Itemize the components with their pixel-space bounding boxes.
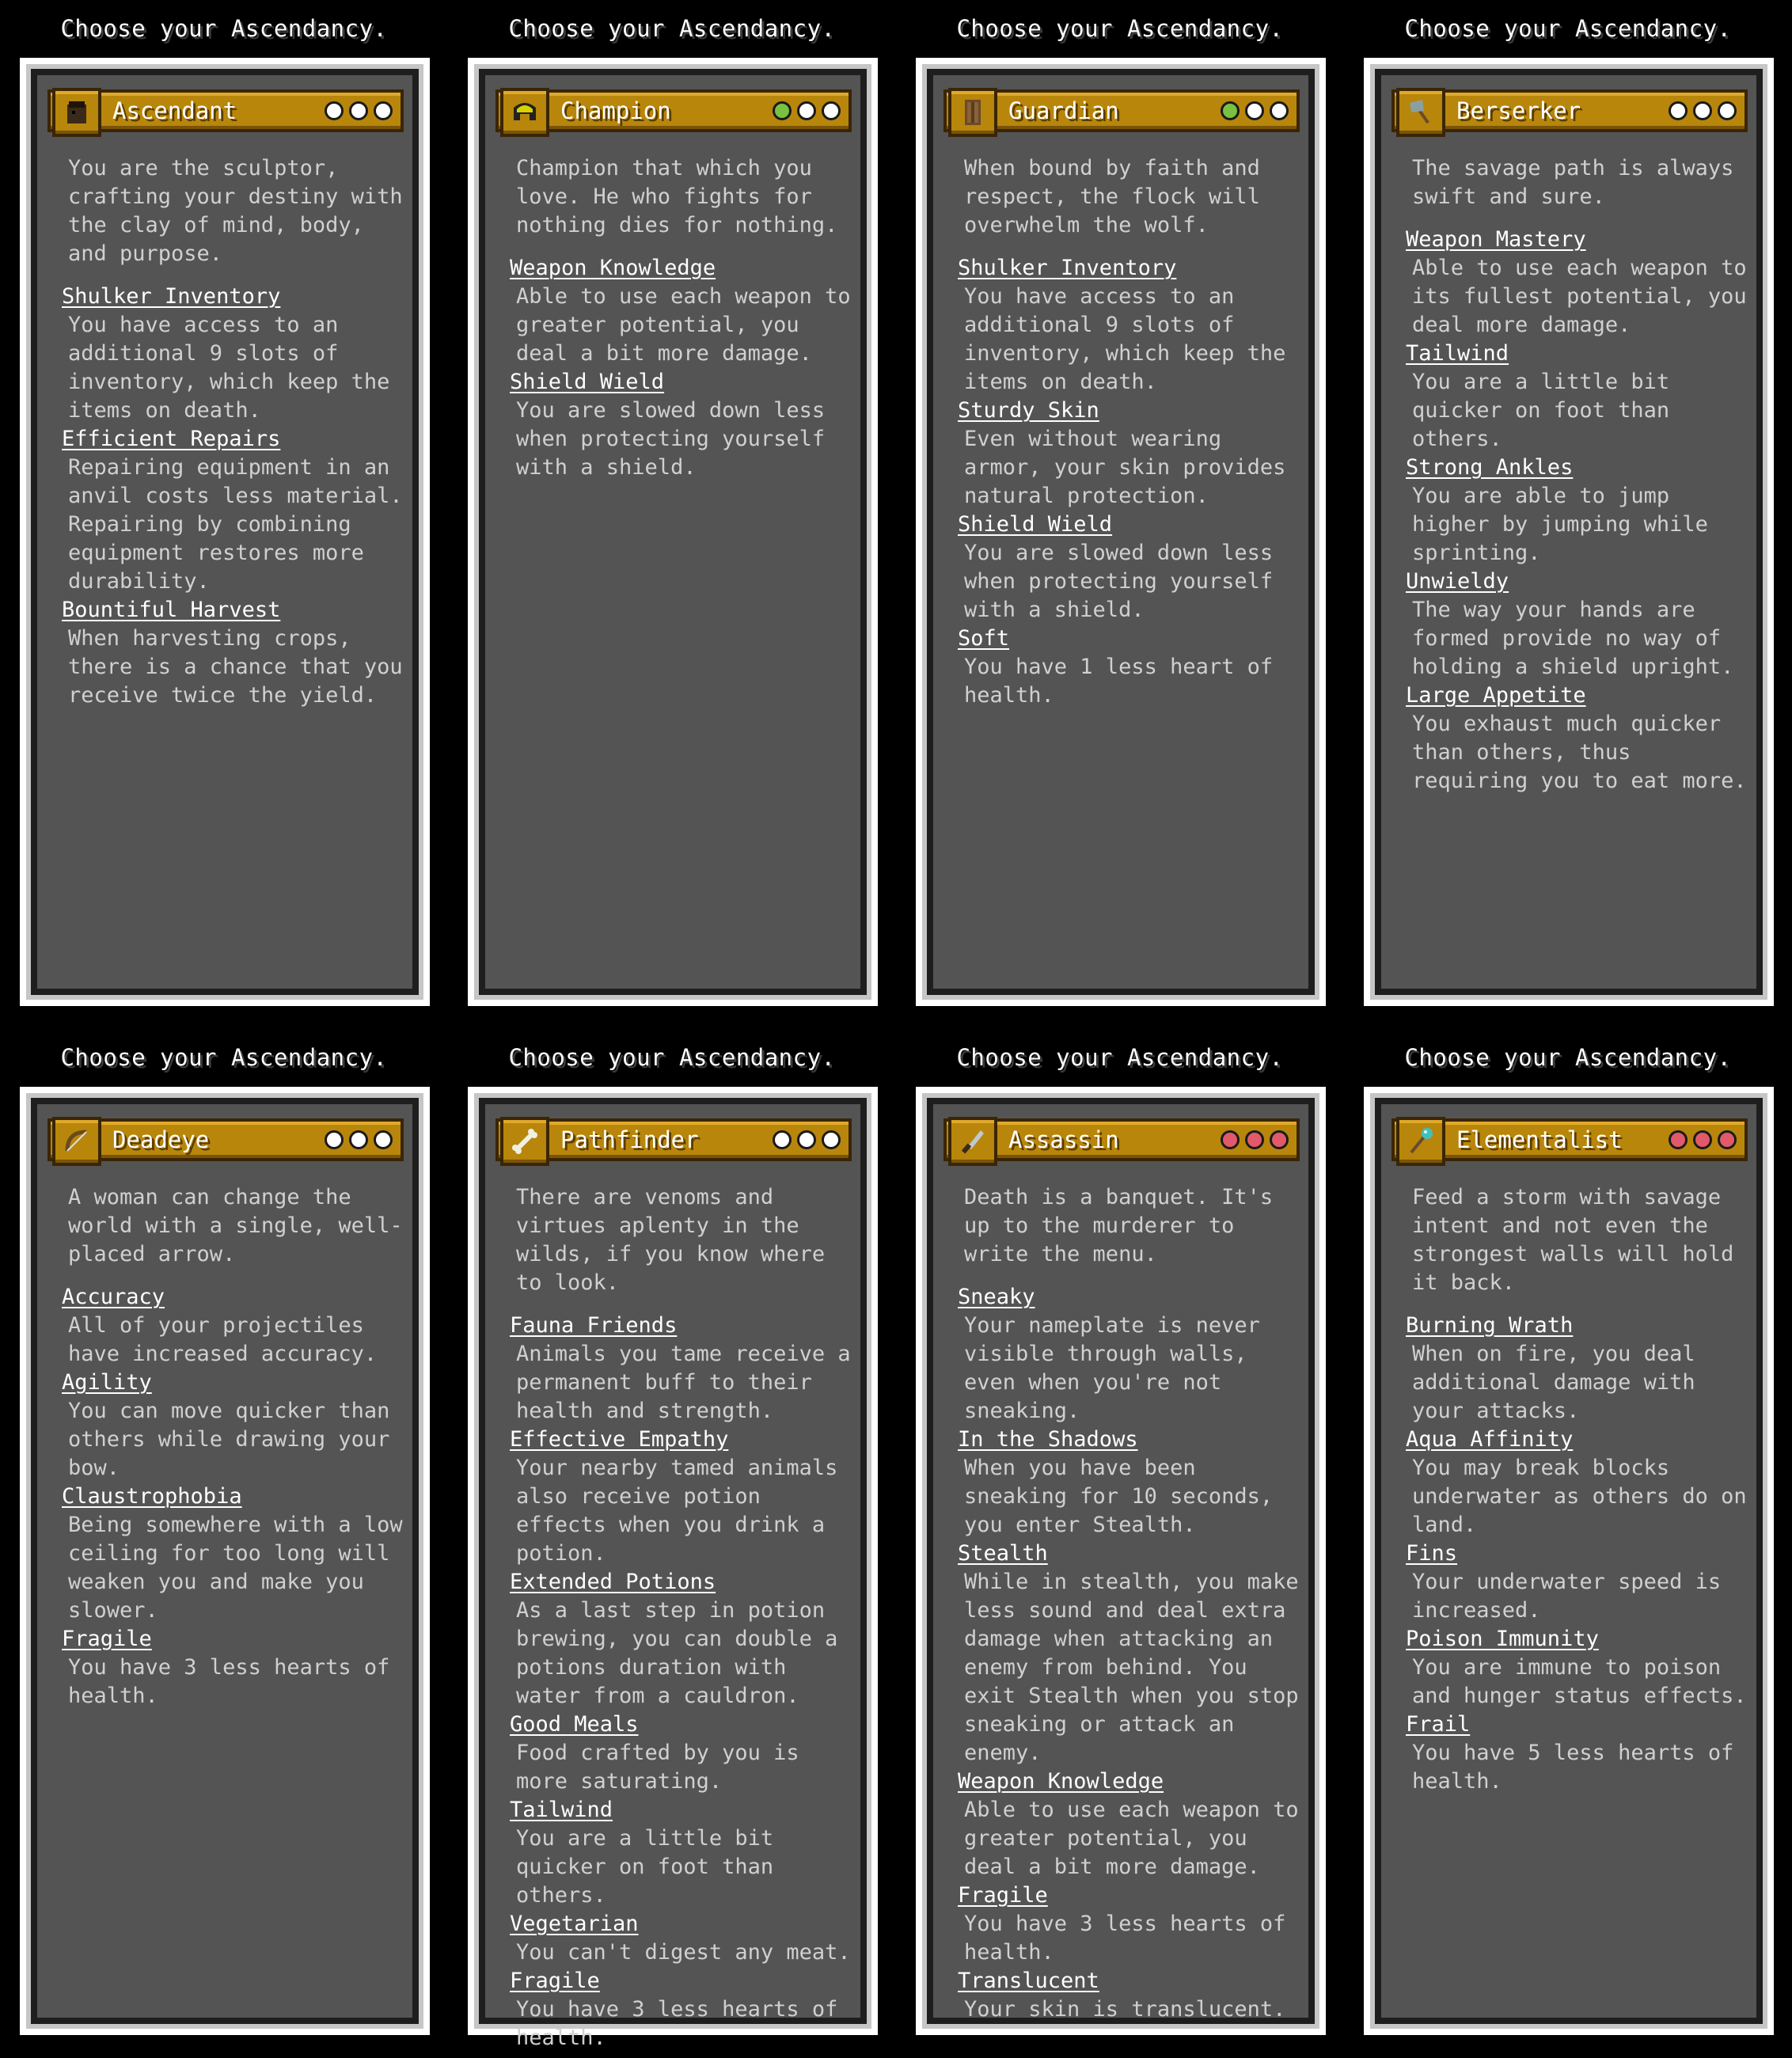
choose-prompt: Choose your Ascendancy. (60, 15, 388, 42)
trait-name: Shield Wield (510, 370, 665, 394)
trait-description: You may break blocks underwater as others do on land. (1412, 1456, 1747, 1537)
dark-head-icon (52, 88, 101, 137)
trait-name: Fins (1406, 1541, 1458, 1566)
choose-prompt: Choose your Ascendancy. (508, 15, 836, 42)
class-card-guardian[interactable] (916, 58, 1326, 1006)
trait-name: Shield Wield (958, 512, 1113, 537)
trait-description: When on fire, you deal additional damage with your attacks. (1412, 1342, 1695, 1423)
trait-description: You have 3 less hearts of health. (68, 1655, 390, 1708)
difficulty-dots (325, 1130, 393, 1149)
choose-prompt: Choose your Ascendancy. (60, 1044, 388, 1071)
class-body (62, 154, 408, 710)
difficulty-dot (1718, 101, 1737, 120)
trait-description: Food crafted by you is more saturating. (516, 1741, 799, 1794)
difficulty-dot (822, 1130, 841, 1149)
trait-description: Able to use each weapon to greater potential, you deal a bit more damage. (516, 284, 851, 366)
class-header[interactable] (943, 89, 1300, 132)
difficulty-dot (349, 1130, 368, 1149)
trait-name: Sneaky (958, 1285, 1035, 1309)
trait-name: Unwieldy (1406, 569, 1509, 594)
difficulty-dot (374, 101, 393, 120)
trait-name: Burning Wrath (1406, 1313, 1574, 1338)
difficulty-dots (325, 101, 393, 120)
class-description: Death is a banquet. It's up to the murderer to write the menu. (964, 1185, 1274, 1266)
class-body (1406, 1183, 1752, 1796)
difficulty-dot (773, 1130, 792, 1149)
trait-name: Strong Ankles (1406, 455, 1574, 480)
class-header[interactable] (943, 1118, 1300, 1161)
trait-name: Effective Empathy (510, 1427, 729, 1452)
class-header[interactable] (47, 1118, 404, 1161)
class-header[interactable] (495, 89, 852, 132)
trait-description: You are immune to poison and hunger status effects. (1412, 1655, 1747, 1708)
difficulty-dot (797, 101, 816, 120)
trait-name: Fragile (510, 1969, 600, 1993)
trait-name: Weapon Knowledge (510, 256, 716, 280)
choose-prompt: Choose your Ascendancy. (956, 15, 1284, 42)
trait-name: Tailwind (510, 1798, 613, 1822)
trait-name: Claustrophobia (62, 1484, 242, 1509)
axe-icon (1396, 88, 1445, 137)
trait-description: You are a little bit quicker on foot than others. (516, 1826, 774, 1908)
trait-description: Even without wearing armor, your skin provides natural protection. (964, 427, 1286, 508)
class-card-assassin[interactable] (916, 1087, 1326, 2035)
trait-name: Good Meals (510, 1712, 639, 1737)
class-name: Berserker (1456, 97, 1581, 124)
difficulty-dots (1669, 1130, 1737, 1149)
class-header[interactable] (1391, 89, 1748, 132)
trait-description: You have 3 less hearts of health. (964, 1912, 1286, 1965)
ascendancy-cell-deadeye (0, 1029, 448, 2058)
class-body (958, 1183, 1304, 2024)
trait-name: Tailwind (1406, 341, 1509, 366)
difficulty-dot (773, 101, 792, 120)
trait-name: Weapon Mastery (1406, 227, 1586, 252)
trait-name: Weapon Knowledge (958, 1769, 1164, 1794)
staff-icon (1396, 1117, 1445, 1166)
class-body (62, 1183, 408, 1711)
trait-description: You can move quicker than others while drawing your bow. (68, 1399, 390, 1480)
trait-name: Soft (958, 626, 1010, 651)
class-description: The savage path is always swift and sure. (1412, 156, 1734, 209)
ascendancy-cell-berserker (1344, 0, 1792, 1029)
class-header[interactable] (495, 1118, 852, 1161)
trait-description: You are a little bit quicker on foot than others. (1412, 370, 1670, 451)
difficulty-dot (1221, 1130, 1240, 1149)
trait-name: Poison Immunity (1406, 1627, 1599, 1651)
class-card-deadeye[interactable] (20, 1087, 430, 2035)
trait-description: Repairing equipment in an anvil costs less material. Repairing by combining equipment restores more durability. (68, 455, 403, 594)
trait-name: Agility (62, 1370, 152, 1395)
class-header[interactable] (47, 89, 404, 132)
class-description: There are venoms and virtues aplenty in the wilds, if you know where to look. (516, 1185, 826, 1295)
class-card-ascendant[interactable] (20, 58, 430, 1006)
difficulty-dot (374, 1130, 393, 1149)
class-name: Deadeye (112, 1126, 210, 1153)
trait-description: Your underwater speed is increased. (1412, 1570, 1722, 1623)
class-description: Champion that which you love. He who fights for nothing dies for nothing. (516, 156, 838, 237)
class-card-berserker[interactable] (1364, 58, 1774, 1006)
class-name: Guardian (1008, 97, 1119, 124)
class-header[interactable] (1391, 1118, 1748, 1161)
ascendancy-cell-assassin (896, 1029, 1344, 2058)
difficulty-dot (1693, 1130, 1712, 1149)
trait-name: Vegetarian (510, 1912, 639, 1936)
difficulty-dot (1221, 101, 1240, 120)
difficulty-dot (797, 1130, 816, 1149)
trait-name: Stealth (958, 1541, 1048, 1566)
trait-description: You have 1 less heart of health. (964, 655, 1274, 708)
trait-name: Accuracy (62, 1285, 165, 1309)
difficulty-dot (1693, 101, 1712, 120)
class-body (510, 154, 856, 482)
trait-description: You have access to an additional 9 slots of inventory, which keep the items on death. (68, 313, 390, 423)
helmet-icon (500, 88, 549, 137)
difficulty-dot (1270, 101, 1289, 120)
trait-description: Able to use each weapon to its fullest potential, you deal more damage. (1412, 256, 1747, 337)
choose-prompt: Choose your Ascendancy. (508, 1044, 836, 1071)
trait-description: You have 5 less hearts of health. (1412, 1741, 1734, 1794)
trait-name: Fauna Friends (510, 1313, 678, 1338)
trait-description: As a last step in potion brewing, you can double a potions duration with water from a cauldron. (516, 1598, 838, 1708)
shield-icon (948, 88, 997, 137)
difficulty-dot (325, 1130, 344, 1149)
difficulty-dot (1245, 1130, 1264, 1149)
trait-name: Frail (1406, 1712, 1471, 1737)
trait-name: Fragile (62, 1627, 152, 1651)
difficulty-dot (325, 101, 344, 120)
trait-name: Large Appetite (1406, 683, 1586, 708)
trait-description: Able to use each weapon to greater potential, you deal a bit more damage. (964, 1798, 1299, 1879)
choose-prompt: Choose your Ascendancy. (1404, 1044, 1732, 1071)
class-card-pathfinder[interactable] (468, 1087, 878, 2050)
trait-description: You are able to jump higher by jumping while sprinting. (1412, 484, 1708, 565)
choose-prompt: Choose your Ascendancy. (956, 1044, 1284, 1071)
trait-description: While in stealth, you make less sound and deal extra damage when attacking an enemy from behind. You exit Stealth when you stop sneaking or attack an enemy. (964, 1570, 1299, 1765)
trait-name: Bountiful Harvest (62, 598, 281, 622)
trait-name: Efficient Repairs (62, 427, 281, 451)
trait-description: Your nameplate is never visible through walls, even when you're not sneaking. (964, 1313, 1260, 1423)
trait-name: Shulker Inventory (958, 256, 1177, 280)
class-description: Feed a storm with savage intent and not even the strongest walls will hold it back. (1412, 1185, 1734, 1295)
trait-name: Shulker Inventory (62, 284, 281, 309)
trait-description: Your nearby tamed animals also receive potion effects when you drink a potion. (516, 1456, 838, 1566)
trait-name: Aqua Affinity (1406, 1427, 1574, 1452)
choose-prompt: Choose your Ascendancy. (1404, 15, 1732, 42)
trait-description: Animals you tame receive a permanent buff to their health and strength. (516, 1342, 851, 1423)
trait-description: The way your hands are formed provide no way of holding a shield upright. (1412, 598, 1734, 679)
trait-description: Your skin is translucent. (964, 1997, 1286, 2022)
class-name: Pathfinder (560, 1126, 699, 1153)
bone-icon (500, 1117, 549, 1166)
difficulty-dot (1669, 1130, 1688, 1149)
class-body (510, 1183, 856, 2052)
trait-name: Translucent (958, 1969, 1099, 1993)
dagger-icon (948, 1117, 997, 1166)
trait-name: Fragile (958, 1883, 1048, 1908)
difficulty-dot (1245, 101, 1264, 120)
ascendancy-cell-champion (448, 0, 896, 1029)
difficulty-dots (1221, 1130, 1289, 1149)
difficulty-dot (1270, 1130, 1289, 1149)
trait-description: You are slowed down less when protecting yourself with a shield. (516, 398, 826, 480)
class-description: You are the sculptor, crafting your destiny with the clay of mind, body, and purpose. (68, 156, 403, 266)
ascendancy-cell-elementalist (1344, 1029, 1792, 2058)
class-body (1406, 154, 1752, 795)
difficulty-dots (773, 101, 841, 120)
ascendancy-cell-pathfinder (448, 1029, 896, 2058)
trait-description: You can't digest any meat. (516, 1940, 851, 1965)
difficulty-dots (1669, 101, 1737, 120)
difficulty-dot (1669, 101, 1688, 120)
difficulty-dots (1221, 101, 1289, 120)
trait-description: Being somewhere with a low ceiling for too long will weaken you and make you slower. (68, 1513, 403, 1623)
class-card-champion[interactable] (468, 58, 878, 1006)
bow-icon (52, 1117, 101, 1166)
trait-description: When harvesting crops, there is a chance that you receive twice the yield. (68, 626, 403, 708)
class-name: Elementalist (1456, 1126, 1623, 1153)
trait-name: In the Shadows (958, 1427, 1138, 1452)
trait-description: When you have been sneaking for 10 seconds, you enter Stealth. (964, 1456, 1274, 1537)
trait-description: You are slowed down less when protecting yourself with a shield. (964, 541, 1274, 622)
trait-description: All of your projectiles have increased accuracy. (68, 1313, 378, 1366)
trait-name: Extended Potions (510, 1570, 716, 1594)
class-name: Champion (560, 97, 671, 124)
difficulty-dot (1718, 1130, 1737, 1149)
difficulty-dot (349, 101, 368, 120)
ascendancy-cell-ascendant (0, 0, 448, 1029)
difficulty-dot (822, 101, 841, 120)
ascendancy-cell-guardian (896, 0, 1344, 1029)
class-card-elementalist[interactable] (1364, 1087, 1774, 2035)
difficulty-dots (773, 1130, 841, 1149)
class-description: When bound by faith and respect, the flock will overwhelm the wolf. (964, 156, 1260, 237)
trait-description: You have 3 less hearts of health. (516, 1997, 838, 2050)
trait-description: You exhaust much quicker than others, thus requiring you to eat more. (1412, 712, 1747, 793)
class-name: Assassin (1008, 1126, 1119, 1153)
trait-description: You have access to an additional 9 slots of inventory, which keep the items on death. (964, 284, 1286, 394)
class-body (958, 154, 1304, 710)
class-description: A woman can change the world with a single, well-placed arrow. (68, 1185, 403, 1266)
class-name: Ascendant (112, 97, 237, 124)
trait-name: Sturdy Skin (958, 398, 1099, 423)
